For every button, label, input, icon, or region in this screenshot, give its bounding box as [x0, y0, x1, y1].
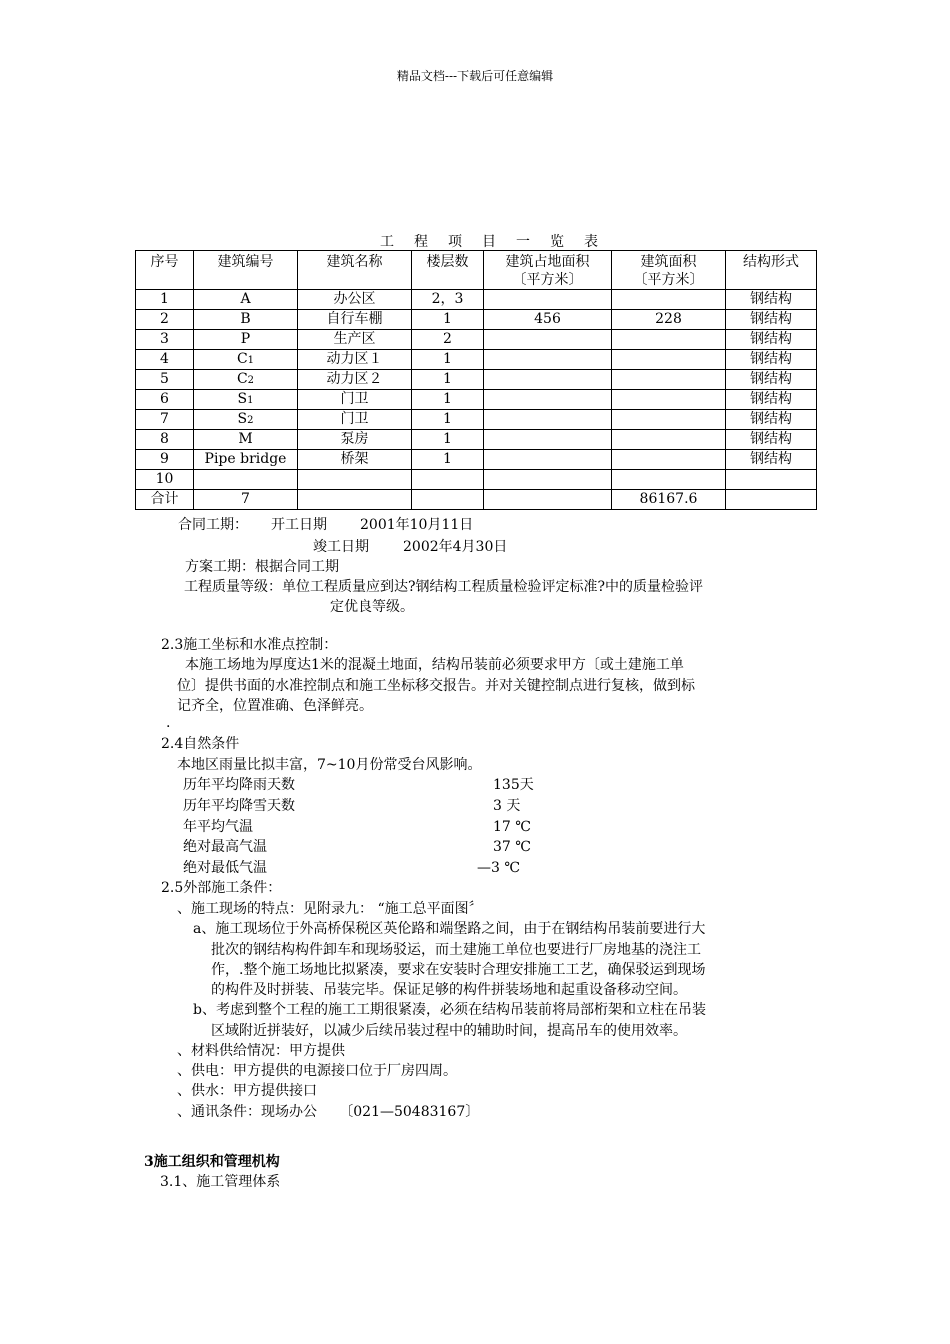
cell-code: [194, 490, 298, 510]
cell-building-area: [612, 350, 726, 370]
cell-structure: [726, 410, 817, 430]
cell-no-text: 2: [160, 311, 169, 327]
communication: 、通讯条件：现场办公 〔021—50483167〕: [177, 1104, 480, 1120]
cell-floors-text: 1: [443, 431, 452, 447]
cell-structure: [726, 330, 817, 350]
item-a-line-1: a、施工现场位于外高桥保税区英伦路和端堡路之间，由于在钢结构吊装前要进行大: [193, 921, 706, 937]
section-2-3-title: 2.3施工坐标和水准点控制：: [161, 637, 338, 653]
material-supply: 、材料供给情况：甲方提供: [177, 1043, 345, 1059]
item-a-line-4: 的构件及时拼装、吊装完毕。保证足够的构件拼装场地和起重设备移动空间。: [211, 982, 687, 998]
climate-label: 历年平均降雪天数: [183, 798, 295, 814]
cell-code: [194, 470, 298, 490]
table-row: [136, 330, 817, 350]
climate-value: 17 ℃: [493, 819, 531, 835]
col-header-no: 序号: [136, 251, 194, 290]
cell-structure-text: 钢结构: [750, 391, 792, 407]
cell-code: [194, 390, 298, 410]
start-date: 2001年10月11日: [360, 517, 474, 533]
cell-name: [298, 310, 412, 330]
table-body: [136, 290, 817, 510]
table-row: [136, 430, 817, 450]
cell-floors: [412, 310, 484, 330]
cell-structure: [726, 470, 817, 490]
cell-code-subscript: 1: [247, 394, 254, 406]
cell-code: [194, 370, 298, 390]
cell-floors: [412, 330, 484, 350]
cell-code-subscript: 1: [247, 354, 255, 366]
table-title-char: 项: [448, 234, 464, 250]
cell-code: [194, 410, 298, 430]
cell-land-area-text: 456: [534, 311, 561, 327]
section-3-1-title: 3.1、施工管理体系: [160, 1174, 281, 1190]
cell-structure: [726, 290, 817, 310]
cell-structure: [726, 310, 817, 330]
table-row: [136, 370, 817, 390]
section-2-3-line-3: 记齐全，位置准确、色泽鲜亮。: [177, 698, 373, 714]
plan-period: 方案工期：根据合同工期: [185, 559, 339, 575]
cell-name-text: 动力区１: [326, 351, 383, 367]
cell-no-text: 6: [160, 391, 169, 407]
cell-no: [136, 430, 194, 450]
cell-building-area: [612, 310, 726, 330]
table-row: [136, 350, 817, 370]
cell-floors-text: 2，3: [431, 291, 464, 307]
cell-building-area-text: 228: [655, 311, 682, 327]
site-feature: 、施工现场的特点：见附录九： “施工总平面图〞: [177, 901, 483, 917]
table-row: [136, 450, 817, 470]
cell-building-area: [612, 410, 726, 430]
cell-structure: [726, 350, 817, 370]
cell-land-area: [484, 370, 612, 390]
cell-building-area: [612, 490, 726, 510]
col-header-structure: 结构形式: [726, 251, 817, 290]
table-title-char: 程: [414, 234, 430, 250]
project-table: [135, 250, 817, 510]
section-2-4-title: 2.4自然条件: [161, 736, 240, 752]
cell-structure: [726, 430, 817, 450]
cell-floors: [412, 450, 484, 470]
cell-floors: [412, 290, 484, 310]
cell-floors: [412, 430, 484, 450]
cell-no: [136, 350, 194, 370]
cell-building-area: [612, 330, 726, 350]
cell-no-text: 7: [160, 411, 169, 427]
cell-name: [298, 450, 412, 470]
cell-no-text: 4: [160, 351, 169, 367]
cell-building-area: [612, 430, 726, 450]
item-b-line-2: 区域附近拼装好，以减少后续吊装过程中的辅助时间，提高吊车的使用效率。: [211, 1023, 687, 1039]
cell-name: [298, 290, 412, 310]
table-title-char: 目: [482, 234, 498, 250]
cell-floors-text: 1: [443, 391, 452, 407]
cell-code-text: 7: [241, 491, 250, 507]
cell-floors-text: 1: [443, 451, 452, 467]
cell-structure-text: 钢结构: [750, 411, 792, 427]
cell-land-area: [484, 290, 612, 310]
item-a-line-3: 作，.整个施工场地比拟紧凑，要求在安装时合理安排施工工艺，确保驳运到现场: [211, 962, 706, 978]
cell-no: [136, 330, 194, 350]
cell-name-text: 门卫: [340, 391, 369, 407]
cell-name: [298, 430, 412, 450]
cell-structure: [726, 450, 817, 470]
table-row: [136, 290, 817, 310]
climate-value: 135天: [493, 777, 534, 793]
cell-building-area: [612, 390, 726, 410]
table-title-char: 工: [380, 234, 396, 250]
cell-code-subscript: 2: [247, 374, 255, 386]
cell-name-text: 泵房: [340, 431, 369, 447]
cell-no-text: 5: [160, 371, 169, 387]
item-a-line-2: 批次的钢结构构件卸车和现场驳运，而土建施工单位也要进行厂房地基的浇注工: [211, 942, 701, 958]
cell-land-area: [484, 330, 612, 350]
section-3-title: 3施工组织和管理机构: [144, 1154, 280, 1170]
cell-no: [136, 390, 194, 410]
cell-name: [298, 470, 412, 490]
cell-code: [194, 310, 298, 330]
cell-code-text: M: [238, 431, 253, 447]
cell-code: [194, 430, 298, 450]
cell-floors: [412, 410, 484, 430]
climate-label: 绝对最低气温: [183, 860, 267, 876]
cell-no-text: 9: [160, 451, 169, 467]
cell-code-text: S: [237, 410, 248, 427]
cell-code-text: Pipe bridge: [204, 451, 287, 467]
cell-no-text: 1: [160, 291, 169, 307]
cell-code-text: C: [236, 370, 248, 387]
cell-name-text: 办公区: [333, 291, 376, 307]
cell-land-area: [484, 470, 612, 490]
climate-label: 历年平均降雨天数: [183, 777, 295, 793]
col-header-code: 建筑编号: [194, 251, 298, 290]
cell-structure: [726, 390, 817, 410]
cell-floors: [412, 370, 484, 390]
cell-structure-text: 钢结构: [750, 331, 792, 347]
quality-line-1: 工程质量等级：单位工程质量应到达?钢结构工程质量检验评定标准?中的质量检验评: [184, 579, 704, 595]
cell-floors-text: 2: [443, 331, 452, 347]
cell-land-area: [484, 430, 612, 450]
col-header-building-area: 建筑面积 〔平方米〕: [612, 251, 726, 290]
cell-no: [136, 490, 194, 510]
quality-line-2: 定优良等级。: [330, 599, 414, 615]
cell-no: [136, 310, 194, 330]
cell-structure-text: 钢结构: [750, 371, 792, 387]
cell-name: [298, 490, 412, 510]
cell-land-area: [484, 310, 612, 330]
cell-structure-text: 钢结构: [750, 311, 792, 327]
cell-name-text: 生产区: [333, 331, 376, 347]
cell-code: [194, 290, 298, 310]
power-supply: 、供电：甲方提供的电源接口位于厂房四周。: [177, 1063, 457, 1079]
cell-land-area: [484, 390, 612, 410]
cell-code-subscript: 2: [247, 414, 254, 426]
stray-dot: .: [166, 715, 171, 731]
cell-no: [136, 470, 194, 490]
end-date-label: 竣工日期: [313, 539, 369, 555]
table-title-char: 览: [550, 234, 566, 250]
table-title: [380, 231, 618, 251]
cell-code-text: B: [240, 311, 251, 327]
start-date-label: 开工日期: [271, 517, 327, 533]
cell-floors: [412, 390, 484, 410]
cell-structure-text: 钢结构: [750, 451, 792, 467]
cell-code-text: S: [237, 390, 248, 407]
table-title-char: 表: [584, 234, 600, 250]
page-header: 精品文档---下载后可任意编辑: [396, 69, 554, 83]
climate-label: 年平均气温: [183, 819, 253, 835]
cell-no-text: 3: [160, 331, 169, 347]
water-supply: 、供水：甲方提供接口: [177, 1083, 317, 1099]
cell-land-area: [484, 350, 612, 370]
cell-code: [194, 350, 298, 370]
table-row: [136, 410, 817, 430]
section-2-5-title: 2.5外部施工条件：: [161, 880, 282, 896]
table-row: [136, 490, 817, 510]
section-2-3-line-1: 本施工场地为厚度达1米的混凝土地面，结构吊装前必须要求甲方〔或土建施工单: [185, 657, 684, 673]
cell-building-area: [612, 450, 726, 470]
cell-name: [298, 410, 412, 430]
cell-name: [298, 330, 412, 350]
cell-land-area: [484, 450, 612, 470]
cell-building-area-text: 86167.6: [639, 491, 698, 507]
cell-structure: [726, 490, 817, 510]
cell-no: [136, 290, 194, 310]
cell-no-text: 合计: [150, 491, 179, 507]
cell-code-text: A: [240, 291, 251, 307]
table-row: [136, 470, 817, 490]
item-b-line-1: b、考虑到整个工程的施工工期很紧凑，必须在结构吊装前将局部桁架和立柱在吊装: [193, 1002, 706, 1018]
cell-floors: [412, 350, 484, 370]
cell-name-text: 门卫: [340, 411, 369, 427]
table-header-row: [136, 251, 817, 290]
cell-floors-text: 1: [443, 311, 452, 327]
table-row: [136, 390, 817, 410]
cell-structure-text: 钢结构: [750, 291, 792, 307]
table-row: [136, 310, 817, 330]
climate-value: —3 ℃: [477, 860, 521, 876]
cell-floors: [412, 490, 484, 510]
cell-name-text: 自行车棚: [326, 311, 383, 327]
cell-floors-text: 1: [443, 411, 452, 427]
climate-value: 37 ℃: [493, 839, 531, 855]
cell-code-text: P: [240, 331, 251, 347]
cell-no: [136, 450, 194, 470]
cell-code: [194, 330, 298, 350]
cell-no: [136, 410, 194, 430]
section-2-3-line-2: 位〕提供书面的水准控制点和施工坐标移交报告。并对关键控制点进行复核，做到标: [177, 678, 695, 694]
cell-no-text: 10: [155, 471, 174, 487]
end-date: 2002年4月30日: [403, 539, 508, 555]
col-header-name: 建筑名称: [298, 251, 412, 290]
cell-structure-text: 钢结构: [750, 431, 792, 447]
cell-structure: [726, 370, 817, 390]
cell-structure-text: 钢结构: [750, 351, 792, 367]
contract-period-label: 合同工期：: [178, 517, 248, 533]
cell-code: [194, 450, 298, 470]
table-title-char: 一: [516, 234, 532, 250]
cell-land-area: [484, 490, 612, 510]
cell-code-text: C: [236, 350, 248, 367]
cell-floors: [412, 470, 484, 490]
cell-name: [298, 370, 412, 390]
climate-value: 3 天: [493, 798, 521, 814]
cell-land-area: [484, 410, 612, 430]
cell-floors-text: 1: [443, 371, 452, 387]
cell-building-area: [612, 290, 726, 310]
cell-name-text: 桥架: [340, 451, 369, 467]
cell-name: [298, 350, 412, 370]
col-header-land-area: 建筑占地面积 〔平方米〕: [484, 251, 612, 290]
cell-name: [298, 390, 412, 410]
cell-no-text: 8: [160, 431, 169, 447]
col-header-floors: 楼层数: [412, 251, 484, 290]
cell-name-text: 动力区２: [326, 371, 383, 387]
cell-floors-text: 1: [443, 351, 452, 367]
cell-no: [136, 370, 194, 390]
cell-building-area: [612, 370, 726, 390]
cell-building-area: [612, 470, 726, 490]
section-2-4-intro: 本地区雨量比拟丰富，7~10月份常受台风影响。: [177, 757, 482, 773]
climate-label: 绝对最高气温: [183, 839, 267, 855]
